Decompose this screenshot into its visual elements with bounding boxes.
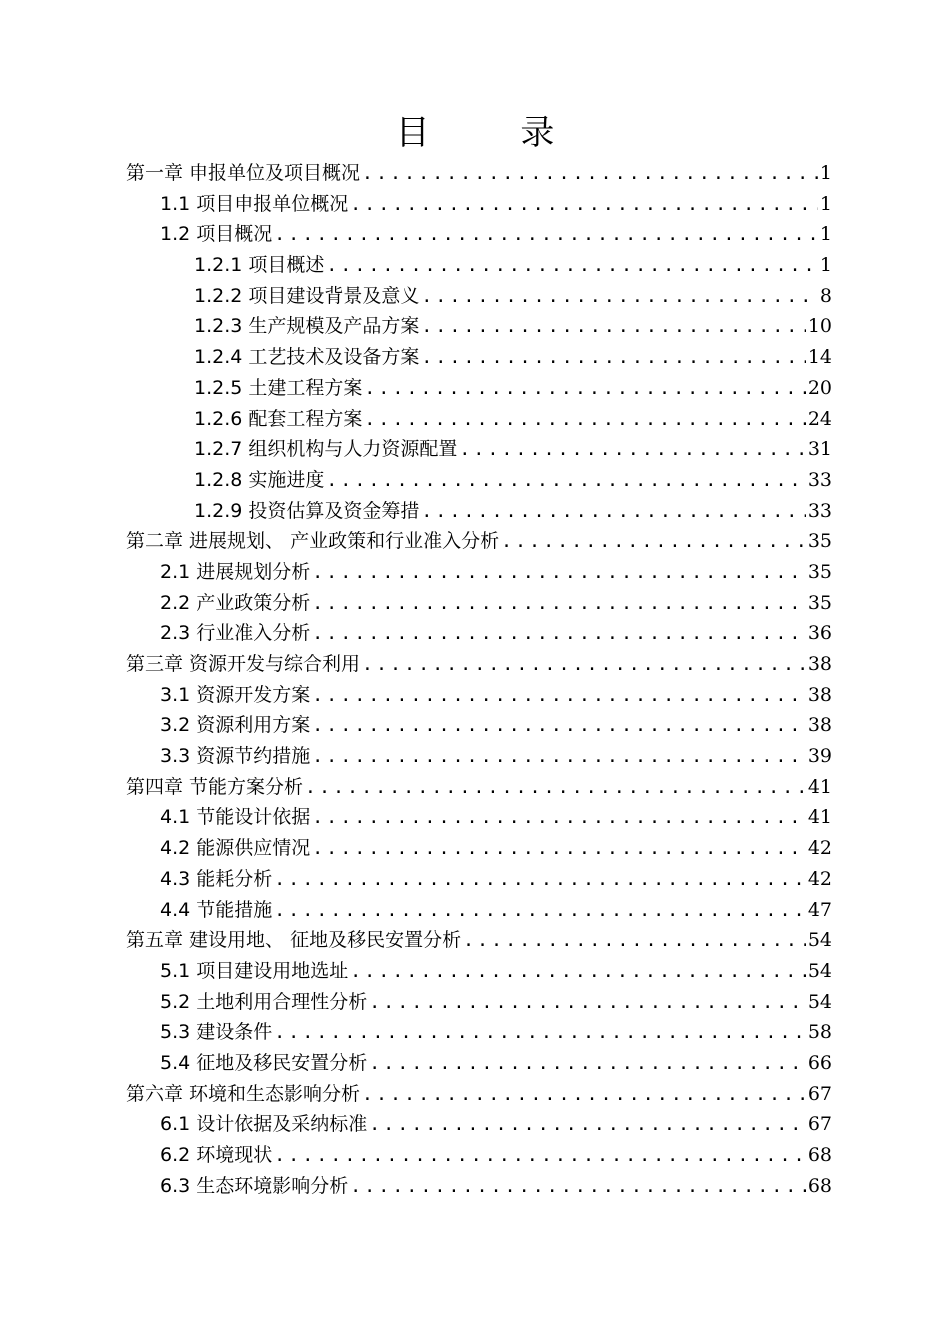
toc-entry-label: 2.3 行业准入分析 [160, 622, 311, 645]
toc-page-number: 33 [807, 499, 832, 522]
toc-entry-label: 第一章 申报单位及项目概况 [126, 162, 361, 184]
toc-entry[interactable] [126, 1079, 832, 1110]
toc-dot-leader [305, 773, 806, 804]
toc-page-number: 39 [807, 745, 832, 768]
toc-dot-leader [312, 681, 806, 712]
toc-entry-label: 5.2 土地利用合理性分析 [160, 990, 368, 1013]
toc-entry-label: 1.2 项目概况 [160, 223, 273, 246]
toc-dot-leader [312, 619, 806, 650]
toc-page-number: 67 [807, 1113, 832, 1136]
toc-entry[interactable] [126, 311, 832, 342]
toc-entry-label: 5.4 征地及移民安置分析 [160, 1051, 368, 1074]
toc-entry-label: 1.2.9 投资估算及资金筹措 [194, 499, 420, 522]
toc-dot-leader [312, 834, 806, 865]
toc-page-number: 68 [807, 1144, 832, 1166]
toc-entry[interactable] [126, 219, 832, 250]
toc-entry[interactable] [126, 557, 832, 588]
toc-entry[interactable] [126, 956, 832, 987]
toc-entry-label: 2.2 产业政策分析 [160, 591, 311, 614]
toc-dot-leader [421, 497, 805, 528]
toc-page-number: 54 [807, 990, 832, 1013]
toc-page-number: 1 [819, 254, 832, 277]
toc-entry[interactable] [126, 1171, 832, 1202]
toc-entry-label: 4.3 能耗分析 [160, 867, 273, 890]
toc-entry-label: 2.1 进展规划分析 [160, 560, 311, 583]
toc-title: 目 录 [395, 113, 595, 153]
toc-page-number: 42 [807, 837, 832, 860]
toc-dot-leader [369, 1110, 806, 1141]
toc-entry[interactable] [126, 987, 832, 1018]
toc-page-number: 41 [807, 806, 832, 829]
toc-page-number: 10 [807, 315, 832, 338]
toc-entry[interactable] [126, 833, 832, 864]
toc-entry-label: 4.4 节能措施 [160, 898, 273, 921]
toc-dot-leader [274, 220, 818, 251]
toc-dot-leader [274, 896, 806, 927]
toc-entry[interactable] [126, 465, 832, 496]
toc-page-number: 36 [807, 622, 832, 645]
toc-page-number: 54 [807, 929, 832, 952]
toc-dot-leader [364, 405, 805, 436]
toc-dot-leader [364, 374, 805, 405]
toc-entry-label: 第四章 节能方案分析 [126, 775, 304, 798]
toc-entry-label: 1.2.6 配套工程方案 [194, 407, 363, 430]
toc-page-number: 31 [807, 438, 832, 461]
toc-entry-label: 4.2 能源供应情况 [160, 837, 311, 860]
toc-entry[interactable] [126, 281, 832, 312]
toc-page-number: 47 [807, 898, 832, 921]
toc-entry[interactable] [126, 496, 832, 527]
toc-entry[interactable] [126, 526, 832, 557]
toc-page-number: 35 [807, 591, 832, 614]
toc-page-number: 42 [807, 867, 832, 890]
toc-dot-leader [421, 282, 818, 313]
toc-page-number: 67 [807, 1082, 832, 1105]
toc-entry-label: 6.2 环境现状 [160, 1144, 273, 1166]
toc-entry-label: 第六章 环境和生态影响分析 [126, 1082, 361, 1105]
toc-entry-label: 1.2.8 实施进度 [194, 468, 325, 491]
toc-entry[interactable] [126, 158, 832, 189]
toc-page-number: 33 [807, 468, 832, 491]
toc-entry[interactable] [126, 1140, 832, 1171]
toc-dot-leader [312, 589, 806, 620]
toc-page-number: 1 [819, 192, 832, 215]
toc-entry[interactable] [126, 1048, 832, 1079]
toc-entry[interactable] [126, 1109, 832, 1140]
toc-dot-leader [501, 527, 806, 558]
toc-entry-label: 1.2.1 项目概述 [194, 254, 325, 277]
toc-page-number: 38 [807, 714, 832, 737]
toc-dot-leader [326, 466, 805, 497]
toc-entry-label: 5.1 项目建设用地选址 [160, 959, 349, 982]
toc-dot-leader [274, 1141, 806, 1172]
toc-dot-leader [274, 865, 806, 896]
table-of-contents [126, 158, 832, 1201]
toc-entry[interactable] [126, 741, 832, 772]
toc-entry[interactable] [126, 925, 832, 956]
toc-page-number: 35 [807, 530, 832, 553]
toc-page-number: 20 [807, 376, 832, 399]
toc-dot-leader [350, 190, 818, 221]
toc-page-number: 38 [807, 653, 832, 675]
toc-entry[interactable] [126, 649, 832, 680]
toc-entry-label: 第三章 资源开发与综合利用 [126, 653, 361, 675]
toc-entry[interactable] [126, 710, 832, 741]
toc-dot-leader [362, 159, 818, 190]
toc-page-number: 58 [807, 1021, 832, 1044]
toc-entry-label: 3.3 资源节约措施 [160, 745, 311, 768]
toc-entry-label: 6.1 设计依据及采纳标准 [160, 1113, 368, 1136]
toc-entry[interactable] [126, 864, 832, 895]
toc-dot-leader [421, 343, 805, 374]
toc-entry-label: 第二章 进展规划、 产业政策和行业准入分析 [126, 530, 500, 553]
toc-dot-leader [350, 1172, 806, 1203]
toc-entry[interactable] [126, 618, 832, 649]
toc-dot-leader [459, 435, 805, 466]
toc-page-number: 24 [807, 407, 832, 430]
toc-page-number: 35 [807, 560, 832, 583]
toc-entry-label: 第五章 建设用地、 征地及移民安置分析 [126, 929, 462, 952]
toc-page-number: 38 [807, 683, 832, 706]
toc-entry-label: 5.3 建设条件 [160, 1021, 273, 1044]
toc-entry[interactable] [126, 434, 832, 465]
toc-entry[interactable] [126, 1017, 832, 1048]
toc-entry[interactable] [126, 189, 832, 220]
toc-entry-label: 4.1 节能设计依据 [160, 806, 311, 829]
toc-entry[interactable] [126, 772, 832, 803]
toc-entry-label: 3.2 资源利用方案 [160, 714, 311, 737]
toc-entry[interactable] [126, 680, 832, 711]
toc-entry-label: 1.1 项目申报单位概况 [160, 192, 349, 215]
toc-dot-leader [312, 711, 806, 742]
toc-entry-label: 1.2.3 生产规模及产品方案 [194, 315, 420, 338]
toc-entry[interactable] [126, 373, 832, 404]
toc-dot-leader [421, 312, 805, 343]
toc-dot-leader [312, 558, 806, 589]
toc-page-number: 41 [807, 775, 832, 798]
toc-entry-label: 3.1 资源开发方案 [160, 683, 311, 706]
toc-dot-leader [312, 742, 806, 773]
toc-dot-leader [312, 803, 806, 834]
toc-page-number: 1 [819, 162, 832, 184]
toc-entry[interactable] [126, 250, 832, 281]
toc-entry-label: 1.2.7 组织机构与人力资源配置 [194, 438, 458, 461]
toc-dot-leader [369, 988, 806, 1019]
toc-dot-leader [362, 650, 806, 681]
toc-page-number: 1 [819, 223, 832, 246]
toc-entry-label: 1.2.4 工艺技术及设备方案 [194, 346, 420, 369]
toc-page-number: 68 [807, 1174, 832, 1197]
toc-page-number: 8 [819, 284, 832, 307]
toc-entry[interactable] [126, 404, 832, 435]
toc-entry-label: 6.3 生态环境影响分析 [160, 1174, 349, 1197]
toc-dot-leader [350, 957, 806, 988]
toc-entry[interactable] [126, 342, 832, 373]
toc-entry-label: 1.2.5 土建工程方案 [194, 376, 363, 399]
toc-page-number: 54 [807, 959, 832, 982]
toc-page-number: 14 [807, 346, 832, 369]
toc-entry[interactable] [126, 802, 832, 833]
toc-dot-leader [274, 1018, 806, 1049]
toc-dot-leader [362, 1080, 806, 1111]
toc-entry[interactable] [126, 895, 832, 926]
toc-entry-label: 1.2.2 项目建设背景及意义 [194, 284, 420, 307]
toc-page-number: 66 [807, 1051, 832, 1074]
toc-dot-leader [369, 1049, 806, 1080]
toc-dot-leader [463, 926, 806, 957]
toc-entry[interactable] [126, 588, 832, 619]
toc-dot-leader [326, 251, 818, 282]
